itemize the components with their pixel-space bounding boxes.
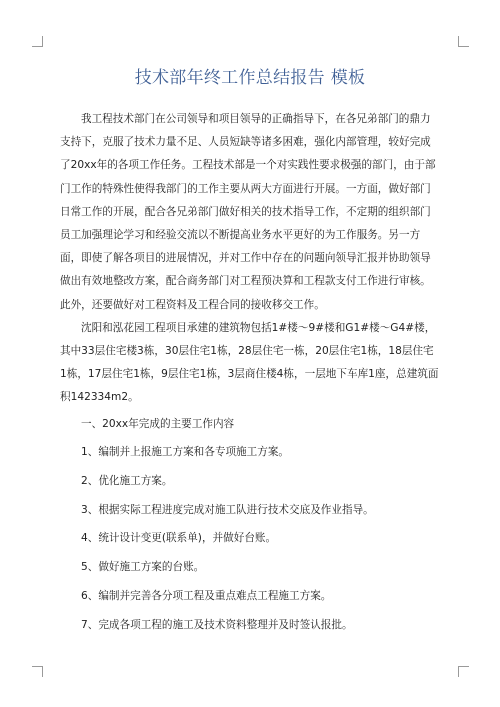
list-item: 6、编制并完善各分项工程及重点难点工程施工方案。 — [81, 589, 332, 602]
list-item: 2、优化施工方案。 — [81, 475, 173, 488]
list-item: 4、统计设计变更(联系单)，并做好台账。 — [81, 532, 277, 545]
list-item: 7、完成各项工程的施工及技术资料整理并及时签认报批。 — [81, 618, 353, 631]
section-heading: 一、20xx年完成的主要工作内容 — [81, 417, 235, 430]
body-paragraph-2: 沈阳和泓花园工程项目承建的建筑物包括1#楼～9#楼和G1#楼～G4#楼，其中33层住宅楼3栋，30层住宅1栋，28层住宅一栋，20层住宅1栋，18层住宅1栋，17层住宅1栋，9层住宅1栋，3层商住楼4栋，一层地下车库1座，总建筑面积142334m2。 — [60, 321, 439, 404]
crop-mark-bottom-left — [32, 666, 43, 677]
list-item: 3、根据实际工程进度完成对施工队进行技术交底及作业指导。 — [81, 503, 374, 516]
crop-mark-bottom-right — [458, 666, 469, 677]
list-item: 5、做好施工方案的台账。 — [81, 561, 205, 574]
crop-mark-top-left — [32, 36, 43, 47]
document-body — [60, 108, 440, 637]
crop-mark-top-right — [458, 36, 469, 47]
document-title: 技术部年终工作总结报告 模板 — [134, 68, 366, 88]
body-paragraph-1: 我工程技术部门在公司领导和项目领导的正确指导下，在各兄弟部门的鼎力支持下，克服了技术力量不足、人员短缺等诸多困难，强化内部管理，较好完成了20xx年的各项工作任务。工程技术部是一个对实践性要求极强的部门，由于部门工作的特殊性使得我部门的工作主要从两大方面进行开展。一方面，做好部门日常工作的开展，配合各兄弟部门做好相关的技术指导工作，不定期的组织部门员工加强理论学习和经验交流以不断提高业务水平更好的为工作服务。另一方面，即使了解各项目的进展情况，并对工作中存在的问题向领导汇报并协助领导做出有效地整改方案，配合商务部门对工程预决算和工程款支付工作进行审核。此外，还要做好对工程资料及工程合同的接收移交工作。 — [60, 113, 436, 311]
list-item: 1、编制并上报施工方案和各专项施工方案。 — [81, 446, 290, 459]
